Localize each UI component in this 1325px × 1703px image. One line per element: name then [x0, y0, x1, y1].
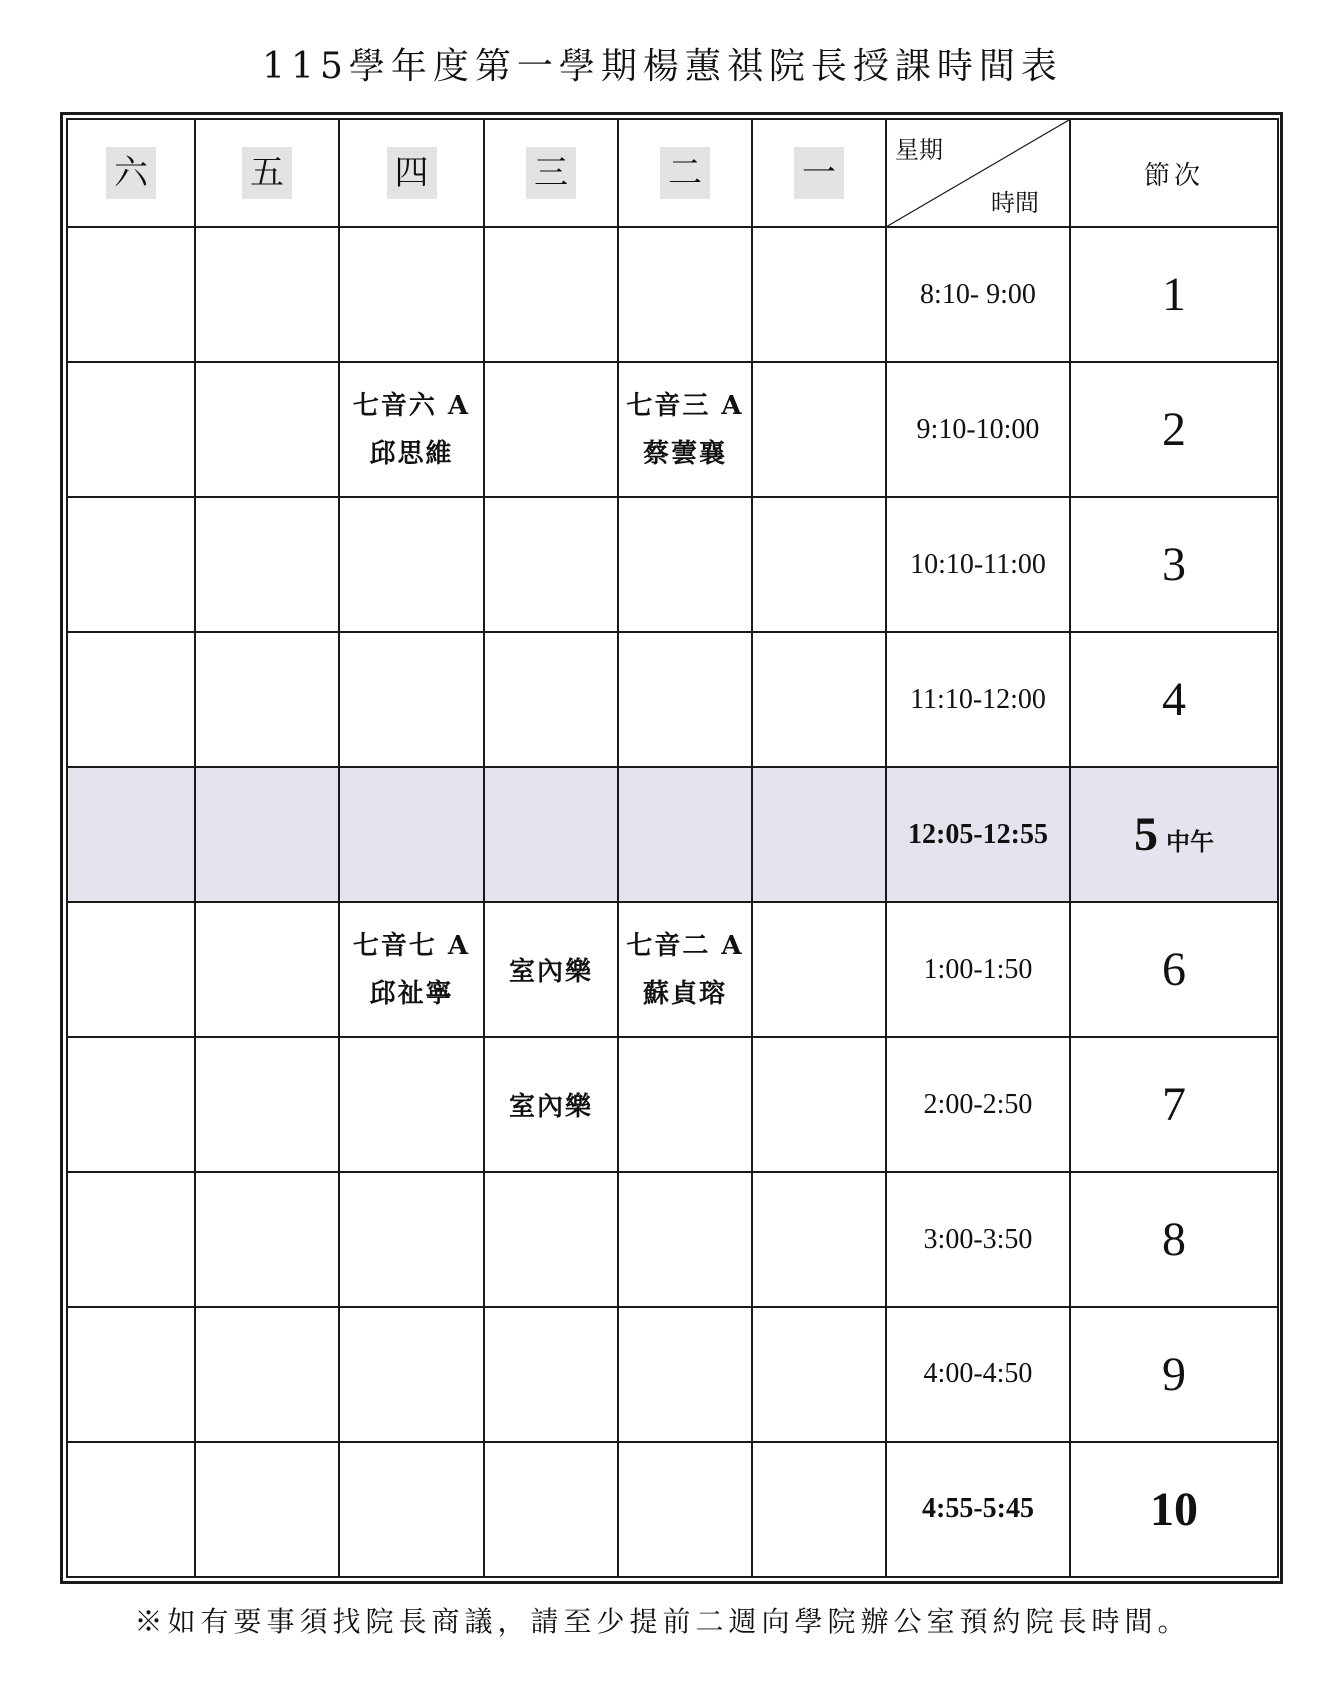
slot-mon-period-4: [752, 632, 886, 767]
course-class: 七音二 A: [626, 930, 744, 961]
schedule-row: [67, 1037, 1278, 1172]
course-entry: [619, 922, 751, 1018]
day-header-fri: 五: [195, 119, 339, 227]
slot-tue-period-3: [618, 497, 752, 632]
slot-thu-period-5: [339, 767, 484, 902]
course-student: 蔡蕓襄: [642, 438, 727, 469]
slot-mon-period-10: [752, 1442, 886, 1577]
slot-tue-period-1: [618, 227, 752, 362]
schedule-row: [67, 227, 1278, 362]
slot-thu-period-4: [339, 632, 484, 767]
slot-sat-period-1: [67, 227, 195, 362]
schedule-row: [67, 1442, 1278, 1577]
period-cell: [1070, 1037, 1278, 1172]
day-header-tue: 二: [618, 119, 752, 227]
slot-wed-period-10: [484, 1442, 618, 1577]
period-cell: [1070, 1172, 1278, 1307]
slot-mon-period-5: [752, 767, 886, 902]
course-entry: [340, 382, 483, 478]
slot-tue-period-5: [618, 767, 752, 902]
slot-fri-period-9: [195, 1307, 339, 1442]
period-number: 4: [1162, 673, 1186, 727]
slot-sat-period-4: [67, 632, 195, 767]
slot-wed-period-8: [484, 1172, 618, 1307]
slot-sat-period-5: [67, 767, 195, 902]
slot-thu-period-7: [339, 1037, 484, 1172]
course-entry: 室內樂: [508, 957, 593, 988]
time-cell: 8:10- 9:00: [886, 227, 1070, 362]
slot-wed-period-4: [484, 632, 618, 767]
period-number: 9: [1162, 1347, 1186, 1401]
corner-header-cell: [886, 119, 1070, 227]
course-class: 七音七 A: [352, 930, 471, 961]
slot-mon-period-6: [752, 902, 886, 1037]
slot-sat-period-8: [67, 1172, 195, 1307]
slot-thu-period-10: [339, 1442, 484, 1577]
slot-wed-period-1: [484, 227, 618, 362]
course-student: 邱祉寧: [369, 978, 454, 1009]
slot-wed-period-6: [484, 902, 618, 1037]
slot-fri-period-6: [195, 902, 339, 1037]
slot-thu-period-6: [339, 902, 484, 1037]
slot-fri-period-7: [195, 1037, 339, 1172]
period-cell: [1070, 362, 1278, 497]
slot-fri-period-2: [195, 362, 339, 497]
schedule-table: [66, 118, 1279, 1578]
slot-thu-period-2: [339, 362, 484, 497]
time-cell: 4:00-4:50: [886, 1307, 1070, 1442]
corner-time-label: 時間: [991, 189, 1039, 218]
schedule-row: [67, 1307, 1278, 1442]
slot-mon-period-7: [752, 1037, 886, 1172]
schedule-row: [67, 632, 1278, 767]
period-cell: [1070, 1307, 1278, 1442]
period-number: 10: [1150, 1482, 1198, 1536]
slot-wed-period-9: [484, 1307, 618, 1442]
period-number: 8: [1162, 1213, 1186, 1267]
slot-sat-period-9: [67, 1307, 195, 1442]
time-cell: 11:10-12:00: [886, 632, 1070, 767]
slot-sat-period-3: [67, 497, 195, 632]
slot-wed-period-2: [484, 362, 618, 497]
course-student: 蘇貞瑢: [642, 978, 727, 1009]
page-title: 115學年度第一學期楊蕙祺院長授課時間表: [262, 46, 1063, 87]
course-class: 七音六 A: [352, 390, 471, 421]
slot-mon-period-9: [752, 1307, 886, 1442]
slot-thu-period-3: [339, 497, 484, 632]
slot-thu-period-8: [339, 1172, 484, 1307]
slot-tue-period-8: [618, 1172, 752, 1307]
schedule-row: [67, 1172, 1278, 1307]
slot-wed-period-7: [484, 1037, 618, 1172]
slot-tue-period-10: [618, 1442, 752, 1577]
period-cell: [1070, 767, 1278, 902]
slot-tue-period-7: [618, 1037, 752, 1172]
schedule-row: [67, 362, 1278, 497]
slot-fri-period-4: [195, 632, 339, 767]
time-cell: 10:10-11:00: [886, 497, 1070, 632]
slot-fri-period-10: [195, 1442, 339, 1577]
day-header-wed: 三: [484, 119, 618, 227]
header-row: [67, 119, 1278, 227]
time-cell: 3:00-3:50: [886, 1172, 1070, 1307]
slot-tue-period-6: [618, 902, 752, 1037]
slot-fri-period-1: [195, 227, 339, 362]
slot-mon-period-8: [752, 1172, 886, 1307]
course-class: 七音三 A: [626, 390, 744, 421]
period-number: 5: [1134, 808, 1158, 862]
slot-sat-period-2: [67, 362, 195, 497]
schedule-row: [67, 767, 1278, 902]
slot-mon-period-1: [752, 227, 886, 362]
schedule-row: [67, 497, 1278, 632]
footnote: ※如有要事須找院長商議，請至少提前二週向學院辦公室預約院長時間。: [134, 1605, 1191, 1638]
time-cell: 1:00-1:50: [886, 902, 1070, 1037]
course-entry: 室內樂: [508, 1092, 593, 1123]
slot-sat-period-7: [67, 1037, 195, 1172]
slot-fri-period-8: [195, 1172, 339, 1307]
period-number: 6: [1162, 943, 1186, 997]
slot-tue-period-2: [618, 362, 752, 497]
period-cell: [1070, 902, 1278, 1037]
period-cell: [1070, 632, 1278, 767]
slot-mon-period-2: [752, 362, 886, 497]
period-number: 7: [1162, 1078, 1186, 1132]
time-cell: 12:05-12:55: [886, 767, 1070, 902]
period-cell: [1070, 497, 1278, 632]
time-cell: 9:10-10:00: [886, 362, 1070, 497]
period-cell: [1070, 227, 1278, 362]
slot-tue-period-4: [618, 632, 752, 767]
course-entry: [619, 382, 751, 478]
day-header-thu: 四: [339, 119, 484, 227]
day-header-sat: 六: [67, 119, 195, 227]
slot-tue-period-9: [618, 1307, 752, 1442]
noon-label: 中午: [1166, 827, 1214, 857]
period-cell: [1070, 1442, 1278, 1577]
slot-thu-period-9: [339, 1307, 484, 1442]
slot-sat-period-6: [67, 902, 195, 1037]
slot-sat-period-10: [67, 1442, 195, 1577]
slot-thu-period-1: [339, 227, 484, 362]
day-header-mon: 一: [752, 119, 886, 227]
time-cell: 2:00-2:50: [886, 1037, 1070, 1172]
slot-wed-period-5: [484, 767, 618, 902]
course-entry: [340, 922, 483, 1018]
corner-week-label: 星期: [895, 136, 943, 164]
period-number: 3: [1162, 538, 1186, 592]
course-student: 邱思維: [369, 438, 454, 469]
period-header: 節次: [1070, 119, 1278, 227]
period-number: 2: [1162, 403, 1186, 457]
slot-mon-period-3: [752, 497, 886, 632]
time-cell: 4:55-5:45: [886, 1442, 1070, 1577]
schedule-row: [67, 902, 1278, 1037]
slot-fri-period-3: [195, 497, 339, 632]
slot-fri-period-5: [195, 767, 339, 902]
period-number: 1: [1162, 268, 1186, 322]
slot-wed-period-3: [484, 497, 618, 632]
